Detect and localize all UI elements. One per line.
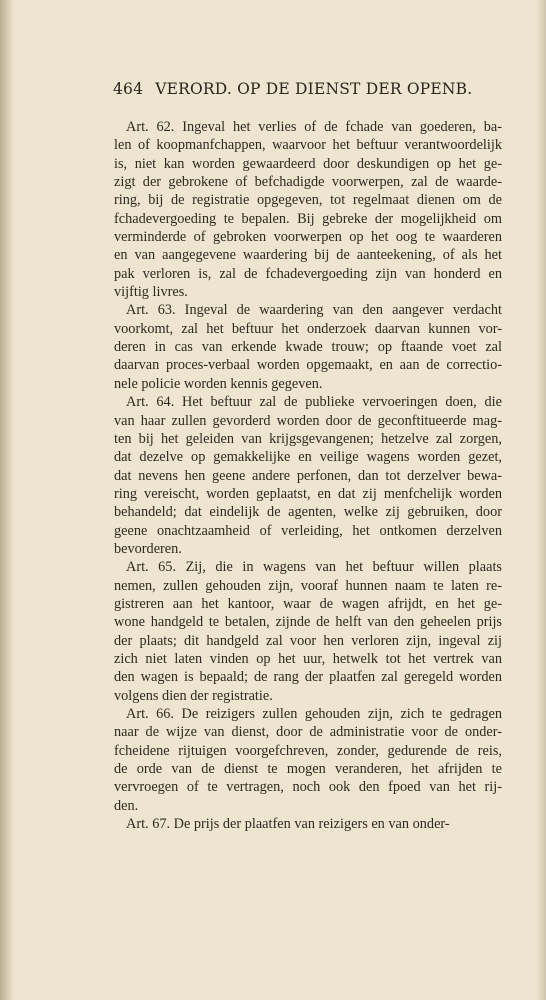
text-line: ring vereischt, worden geplaatst, en dat zij menfchelijk worden	[114, 485, 502, 502]
page-edge-shadow	[536, 0, 546, 1000]
article-text	[114, 118, 502, 833]
text-line: len of koopmanfchappen, waarvoor het beftuur verantwoordelijk	[114, 137, 502, 154]
text-line: behandeld; dat eindelijk de agenten, welke zij gebruiken, door	[114, 504, 502, 521]
text-line: pak verloren is, zal de fchadevergoeding zijn van honderd en	[114, 265, 502, 282]
article-paragraph	[114, 301, 502, 393]
text-line: volgens dien der registratie.	[114, 687, 273, 704]
text-line: den.	[114, 797, 139, 814]
text-line: zich niet laten vinden op het uur, hetwelk tot het vertrek van	[114, 650, 502, 667]
article-paragraph	[114, 393, 502, 558]
page-gutter-shadow	[0, 0, 14, 1000]
text-line: verminderde of gebroken voorwerpen op het oog te waarderen	[114, 229, 502, 246]
text-line: Art. 62. Ingeval het verlies of de fchade van goederen, ba-	[126, 119, 502, 135]
article-paragraph	[114, 705, 502, 815]
text-line: dat dezelve op gemakkelijke en veilige wagens worden gezet,	[114, 449, 502, 466]
text-line: deren in cas van erkende kwade trouw; op ftaande voet zal	[114, 339, 502, 356]
text-line: fcheidene rijtuigen voorgefchreven, zonder, gedurende de reis,	[114, 742, 502, 759]
text-line: voorkomt, zal het beftuur het onderzoek daarvan kunnen vor-	[114, 320, 502, 337]
article-paragraph	[114, 558, 502, 705]
text-line: Art. 67. De prijs der plaatfen van reizigers en van onder-	[126, 816, 450, 833]
text-line: gistreren aan het kantoor, waar de wagen afrijdt, en het ge-	[114, 595, 502, 612]
text-line: Art. 65. Zij, die in wagens van het beftuur willen plaats	[126, 559, 502, 576]
text-line: bevorderen.	[114, 540, 182, 557]
text-line: de orde van de dienst te mogen veranderen, het afrijden te	[114, 761, 502, 778]
text-line: wone handgeld te betalen, zijnde de helft van den geheelen prijs	[114, 614, 502, 631]
text-line: ten bij het geleiden van krijgsgevangenen; hetzelve zal zorgen,	[114, 430, 502, 447]
text-line: Art. 64. Het beftuur zal de publieke vervoeringen doen, die	[126, 394, 502, 411]
text-line: daarvan proces-verbaal worden opgemaakt, en aan de correctio-	[114, 357, 502, 374]
text-line: zigt der gebrokene of befchadigde voorwerpen, zal de waarde-	[114, 174, 502, 191]
text-line: vervroegen of te vertragen, noch ook den fpoed van het rij-	[114, 779, 502, 796]
text-line: van haar zullen gevorderd worden door de geconftitueerde mag-	[114, 412, 502, 429]
text-line: Art. 63. Ingeval de waardering van den aangever verdacht	[126, 302, 502, 319]
text-line: nele policie worden kennis gegeven.	[114, 375, 323, 392]
text-line: en van aangegevene waardering bij de aanteekening, of als het	[114, 247, 502, 264]
article-paragraph	[114, 118, 502, 301]
article-paragraph	[114, 815, 502, 833]
text-line: der plaats; dit handgeld zal voor hen verloren zijn, ingeval zij	[114, 632, 502, 649]
text-line: den wagen is bepaald; de rang der plaatfen zal geregeld worden	[114, 669, 502, 686]
page-number: 464	[113, 80, 144, 98]
text-line: vijftig livres.	[114, 284, 188, 301]
text-line: is, niet kan worden gewaardeerd door deskundigen op het ge-	[114, 155, 502, 172]
text-line: ring, bij de registratie opgegeven, tot regelmaat dienen om de	[114, 192, 502, 209]
text-line: dat nevens hen geene andere perfonen, dan tot derzelver bewa-	[114, 467, 502, 484]
running-title: VERORD. OP DE DIENST DER OPENB.	[155, 80, 473, 98]
text-line: Art. 66. De reizigers zullen gehouden zijn, zich te gedragen	[126, 706, 502, 722]
text-line: geene onachtzaamheid of verleiding, het ontkomen derzelven	[114, 522, 502, 539]
text-line: naar de wijze van dienst, door de administratie voor de onder-	[114, 724, 502, 741]
text-line: nemen, zullen gehouden zijn, vooraf hunnen naam te laten re-	[114, 577, 502, 594]
text-line: fchadevergoeding te bepalen. Bij gebreke der mogelijkheid om	[114, 210, 502, 227]
page-header	[113, 80, 483, 98]
